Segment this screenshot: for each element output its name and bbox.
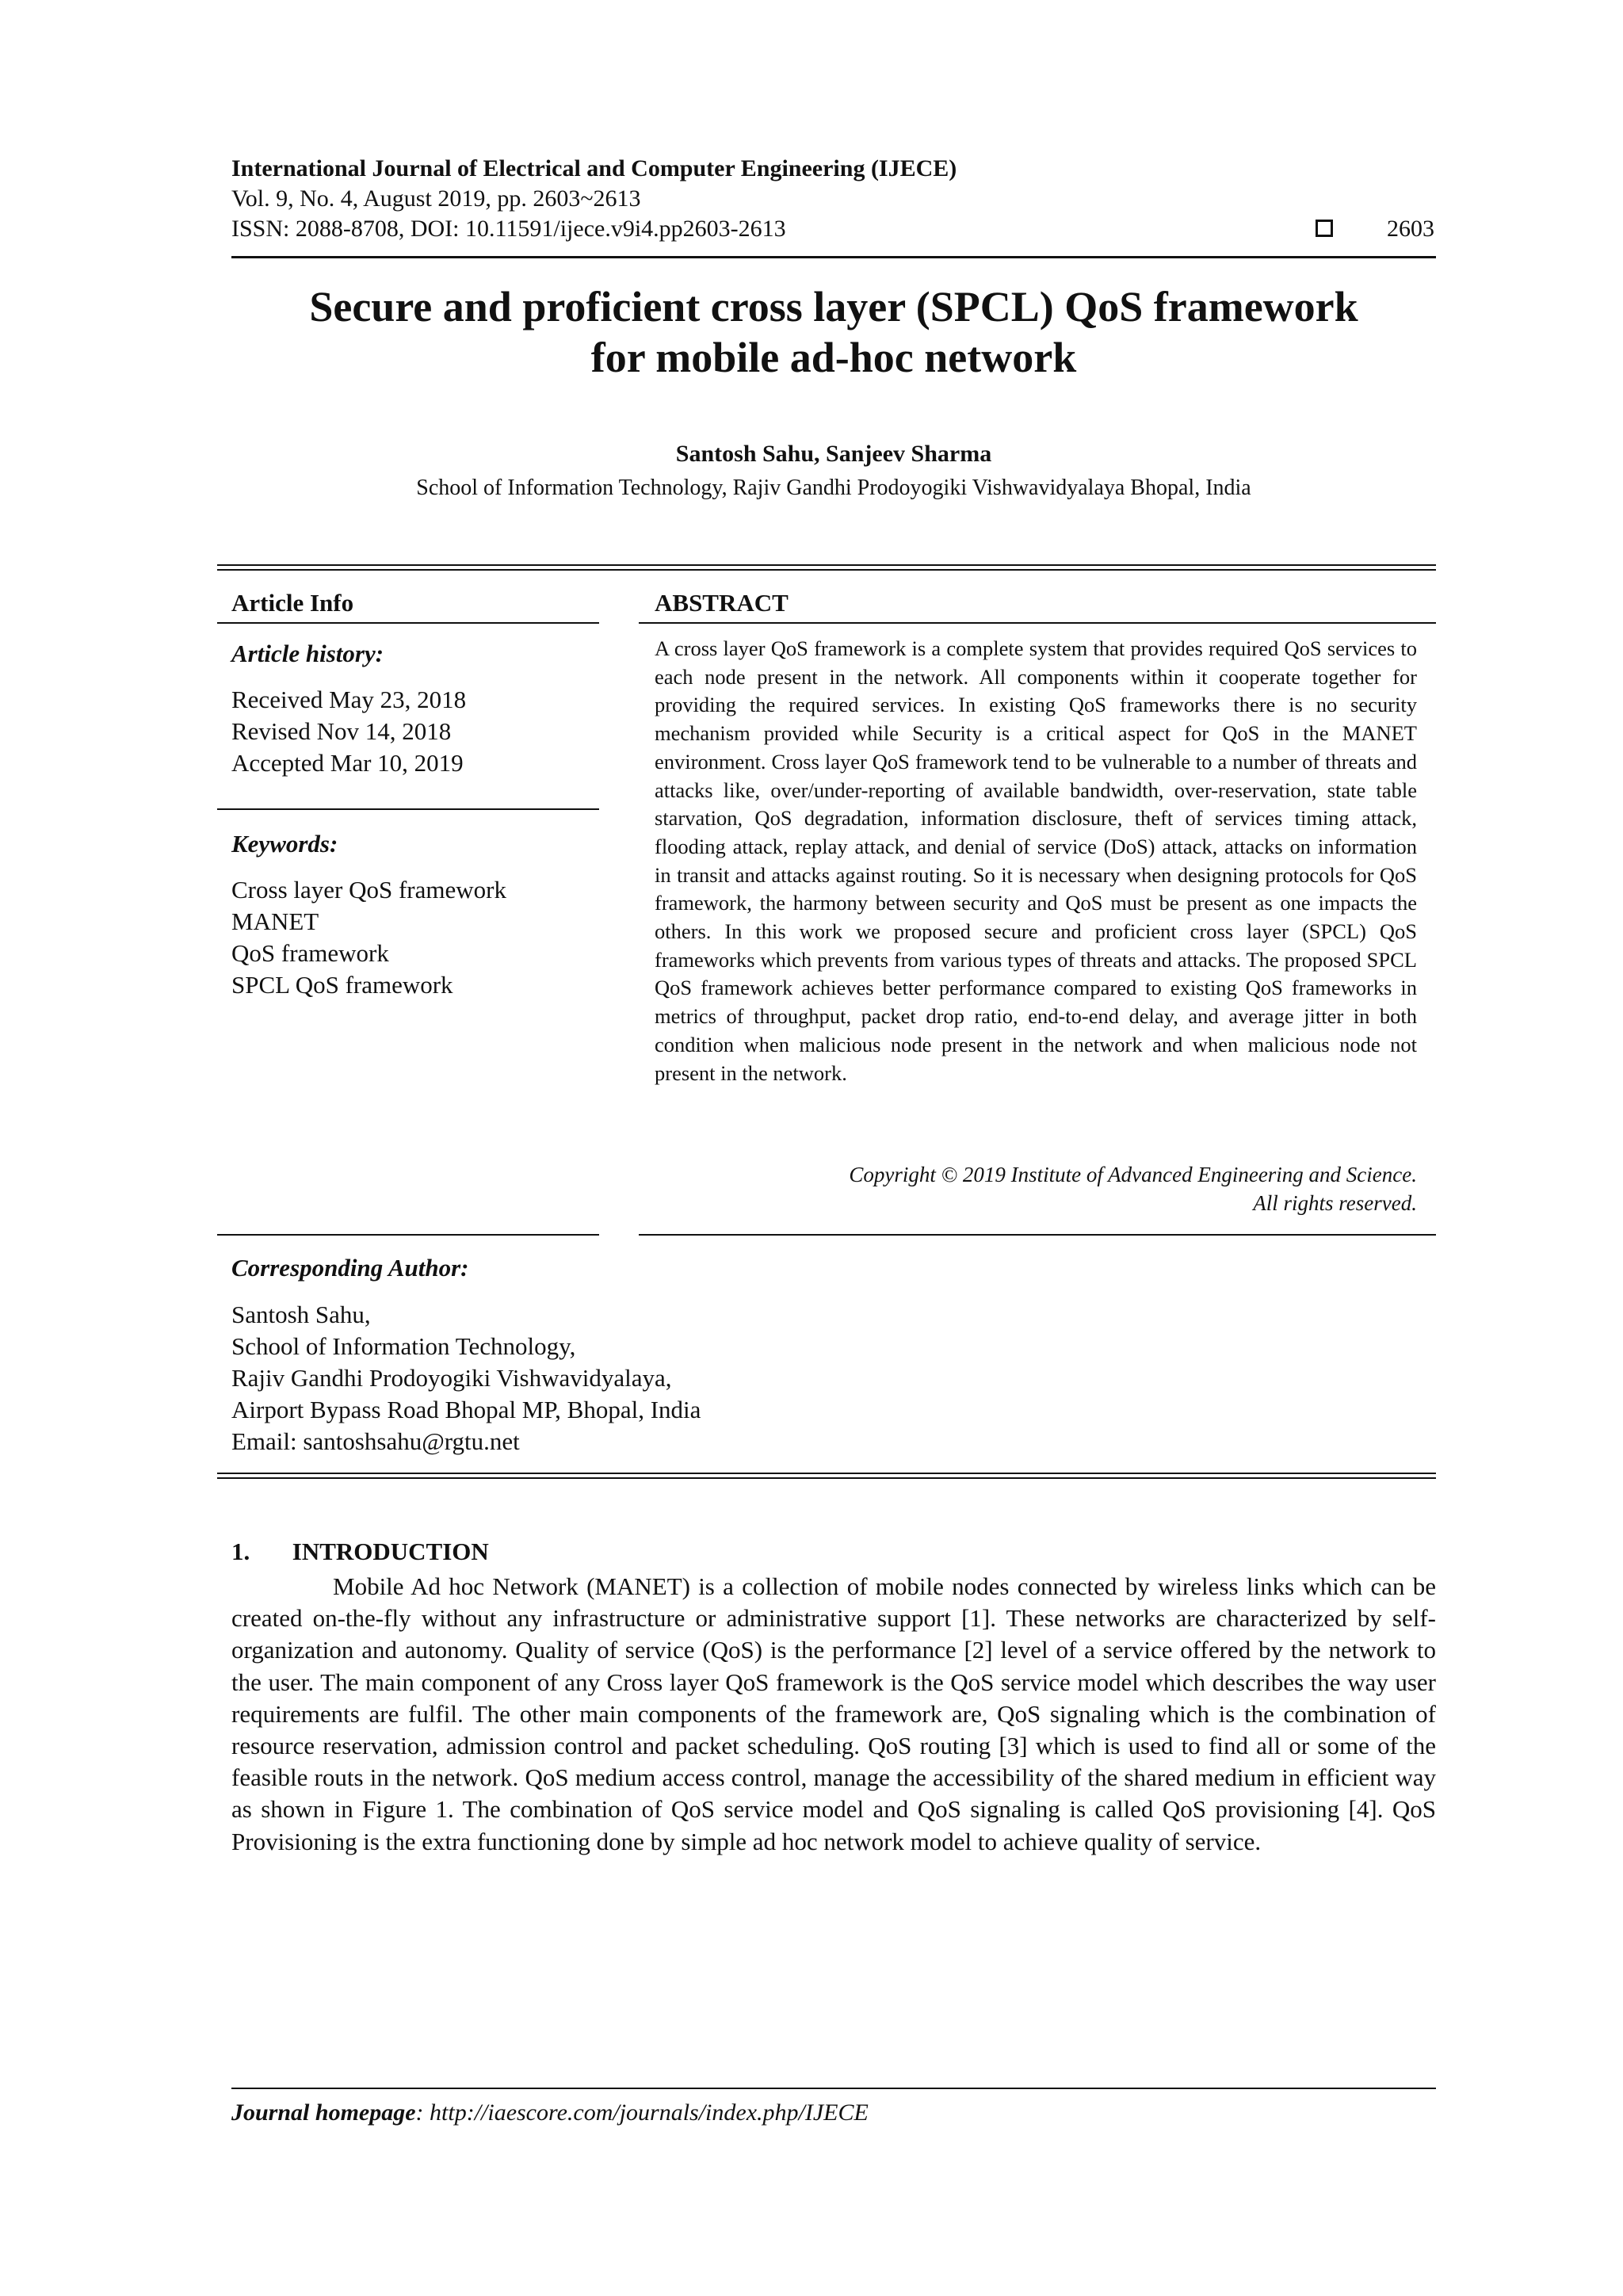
info-box-bottom-rule: [217, 1473, 1436, 1474]
author-email: Email: santoshsahu@rgtu.net: [231, 1427, 520, 1455]
keywords-heading: Keywords:: [231, 830, 338, 858]
keyword-item: QoS framework: [231, 939, 389, 967]
journal-name: International Journal of Electrical and Computer Engineering (IJECE): [231, 155, 957, 181]
affiliation: School of Information Technology, Rajiv Gandhi Prodoyogiki Vishwavidyalaya Bhopal, India: [416, 476, 1251, 500]
section-title: INTRODUCTION: [292, 1538, 489, 1565]
author-university: Rajiv Gandhi Prodoyogiki Vishwavidyalaya,: [231, 1364, 672, 1392]
article-info-heading: Article Info: [231, 589, 354, 617]
introduction-heading: [231, 1538, 489, 1566]
abstract-text: A cross layer QoS framework is a complete system that provides required QoS services to each node present in the network. All components within it cooperate together for providing the required services. In existing QoS frameworks there is no security mechanism provided while Security is a critical aspect for QoS in the MANET environment. Cross layer QoS framework tend to be vulnerable to a number of threats and attacks like, over/under-reporting of available bandwidth, over-reservation, state table starvation, QoS degradation, information disclosure, theft of services timing attack, flooding attack, replay attack, and denial of service (DoS) attack, attacks on information in transit and attacks against routing. So it is necessary when designing protocols for QoS framework, the harmony between security and QoS must be present as one impacts the others. In this work we proposed secure and proficient cross layer (SPCL) QoS frameworks which prevents from various types of threats and attacks. The proposed SPCL QoS framework achieves better performance compared to existing QoS frameworks in metrics of throughput, packet drop ratio, end-to-end delay, and average jitter in both condition when malicious node present in the network and when malicious node not present in the network.: [655, 636, 1417, 1085]
title-line-2: for mobile ad-hoc network: [590, 334, 1077, 381]
copyright-line-2: All rights reserved.: [1253, 1191, 1417, 1215]
copyright-line-1: Copyright © 2019 Institute of Advanced Engineering and Science.: [849, 1163, 1417, 1186]
accepted-date: Accepted Mar 10, 2019: [231, 749, 464, 777]
keyword-list: [231, 874, 506, 1001]
footer-rule: [231, 2088, 1436, 2089]
abstract-rule: [639, 622, 1436, 624]
article-info-rule: [217, 622, 599, 624]
received-date: Received May 23, 2018: [231, 686, 467, 713]
header-rule: [231, 256, 1436, 258]
keyword-item: Cross layer QoS framework: [231, 876, 506, 904]
author-name: Santosh Sahu,: [231, 1301, 371, 1328]
checkbox-square-icon: [1316, 220, 1333, 237]
article-history-heading: Article history:: [231, 640, 384, 667]
article-info-bottom-rule: [217, 1234, 599, 1236]
title-line-1: Secure and proficient cross layer (SPCL) QoS framework: [309, 283, 1358, 330]
revised-date: Revised Nov 14, 2018: [231, 717, 452, 745]
paper-title: [231, 281, 1436, 383]
issn-doi-line: ISSN: 2088-8708, DOI: 10.11591/ijece.v9i4.pp2603-2613: [231, 216, 786, 242]
author-school: School of Information Technology,: [231, 1332, 576, 1360]
abstract-bottom-rule: [639, 1234, 1436, 1236]
info-box-bottom-rule-2: [217, 1477, 1436, 1479]
copyright-notice: [655, 1160, 1417, 1217]
author-address: Airport Bypass Road Bhopal MP, Bhopal, India: [231, 1396, 701, 1423]
homepage-label: Journal homepage: [231, 2099, 416, 2126]
volume-line: Vol. 9, No. 4, August 2019, pp. 2603~2613: [231, 185, 641, 212]
info-box-top-rule: [217, 564, 1436, 566]
corresponding-author-heading: Corresponding Author:: [231, 1254, 469, 1282]
abstract-heading: ABSTRACT: [655, 589, 789, 617]
author-list: Santosh Sahu, Sanjeev Sharma: [675, 441, 992, 467]
section-number: 1.: [231, 1538, 250, 1565]
introduction-text: Mobile Ad hoc Network (MANET) is a collection of mobile nodes connected by wireless links which can be created on-the-fly without any infrastructure or administrative support [1]. These networks are characterized by self-organization and autonomy. Quality of service (QoS) is the performance [2] level of a service offered by the network to the user. The main component of any Cross layer QoS framework is the QoS service model which describes the way user requirements are fulfil. The other main components of the framework are, QoS signaling which is the combination of resource reservation, admission control and packet scheduling. QoS routing [3] which is used to find all or some of the feasible routs in the network. QoS medium access control, manage the accessibility of the shared medium in efficient way as shown in Figure 1. The combination of QoS service model and QoS signaling is called QoS provisioning [4]. QoS Provisioning is the extra functioning done by simple ad hoc network model to achieve quality of service.: [231, 1572, 1436, 1855]
keyword-item: SPCL QoS framework: [231, 971, 453, 999]
page-number: 2603: [1387, 216, 1434, 242]
homepage-separator: :: [415, 2099, 430, 2126]
info-box-top-rule-2: [217, 569, 1436, 571]
homepage-url[interactable]: http://iaescore.com/journals/index.php/IJECE: [430, 2099, 869, 2126]
keywords-top-rule: [217, 808, 599, 810]
keyword-item: MANET: [231, 907, 319, 935]
journal-homepage: [231, 2099, 869, 2126]
corresponding-author-details: [231, 1299, 701, 1457]
article-dates: [231, 684, 466, 779]
